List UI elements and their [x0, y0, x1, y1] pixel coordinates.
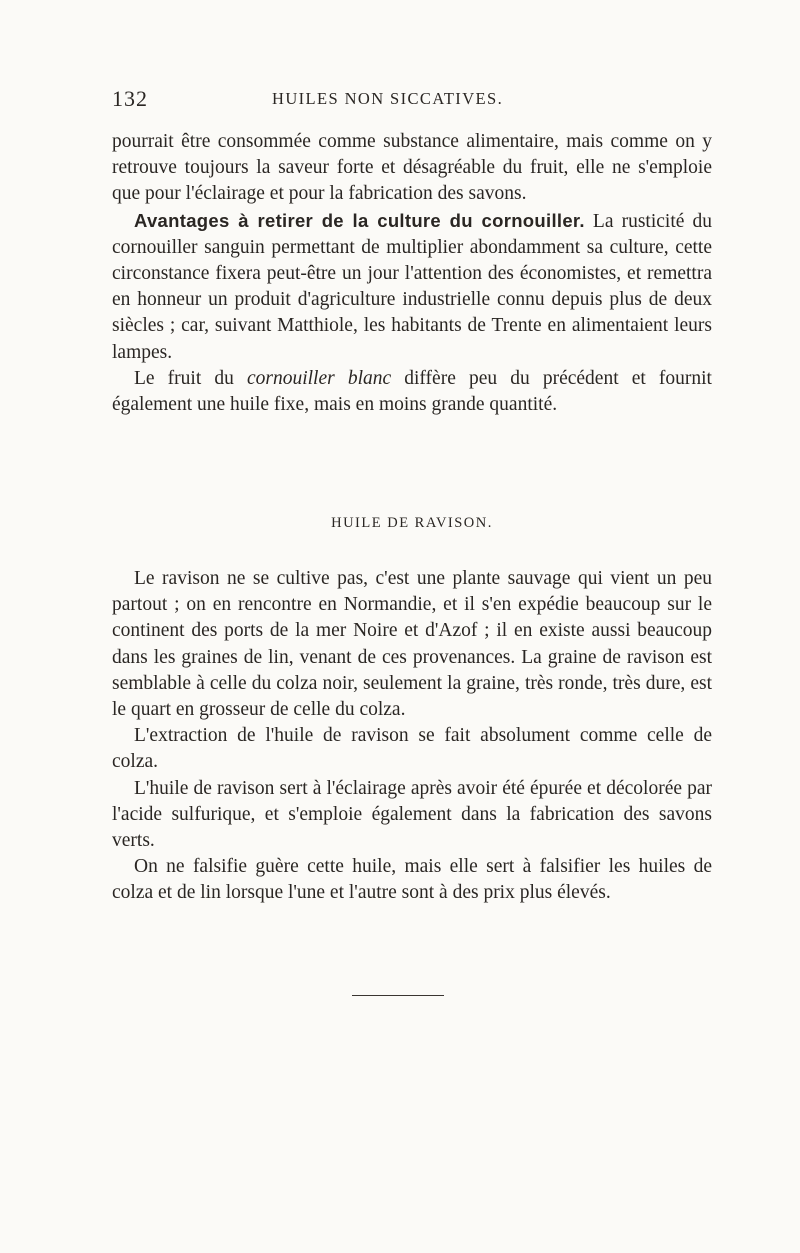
italic-term: cornouiller blanc	[246, 367, 392, 389]
paragraph-advantages	[112, 208, 712, 366]
paragraph-extraction: L'extraction de l'huile de ravison se fait absolument comme celle de colza.	[112, 725, 712, 773]
running-head: HUILES NON SICCATIVES.	[272, 89, 504, 108]
text-block-bottom	[112, 566, 712, 907]
paragraph-ravison-intro: Le ravison ne se cultive pas, c'est une plante sauvage qui vient un peu partout ; on en rencontre en Normandie, et il s'en expédie beaucoup sur le continent des ports de la mer Noire et d'Azof ; il en existe aussi beaucoup dans les graines de lin, venant de ces provenances. La graine de ravison est semblable à celle du colza noir, seulement la graine, très ronde, très dure, est le quart en grosseur de celle du colza.	[112, 568, 712, 721]
section-title: HUILE DE RAVISON.	[331, 515, 493, 531]
paragraph-text-pre: Le fruit du	[134, 367, 247, 389]
end-rule	[352, 995, 444, 996]
paragraph-continuation: pourrait être consommée comme substance alimentaire, mais comme on y retrouve toujours la saveur forte et désagréable du fruit, elle ne s'emploie que pour l'éclairage et pour la fabrication des savons.	[112, 131, 712, 205]
paragraph-body: La rusticité du cornouiller sanguin permettant de multiplier abondamment sa culture, cette circonstance fixera peut-être un jour l'attention des économistes, et remettra en honneur un produit d'agriculture industrielle connu depuis plus de deux siècles ; car, suivant Matthiole, les habitants de Trente en alimentaient leurs lampes.	[112, 210, 712, 363]
paragraph-falsification: On ne falsifie guère cette huile, mais elle sert à falsifier les huiles de colza et de lin lorsque l'une et l'autre sont à des prix plus élevés.	[112, 856, 712, 904]
paragraph-text-post: diffère peu du précédent et fournit également une huile fixe, mais en moins grande quantité.	[112, 367, 712, 416]
paragraph-heading: Avantages à retirer de la culture du cornouiller.	[134, 209, 585, 231]
paragraph-uses: L'huile de ravison sert à l'éclairage après avoir été épurée et décolorée par l'acide sulfurique, et s'emploie également dans la fabrication des savons verts.	[112, 777, 712, 852]
page-header	[112, 86, 712, 116]
paragraph-cornouiller-blanc	[112, 366, 712, 418]
page-number: 132	[112, 86, 148, 111]
text-block-top	[112, 129, 712, 418]
